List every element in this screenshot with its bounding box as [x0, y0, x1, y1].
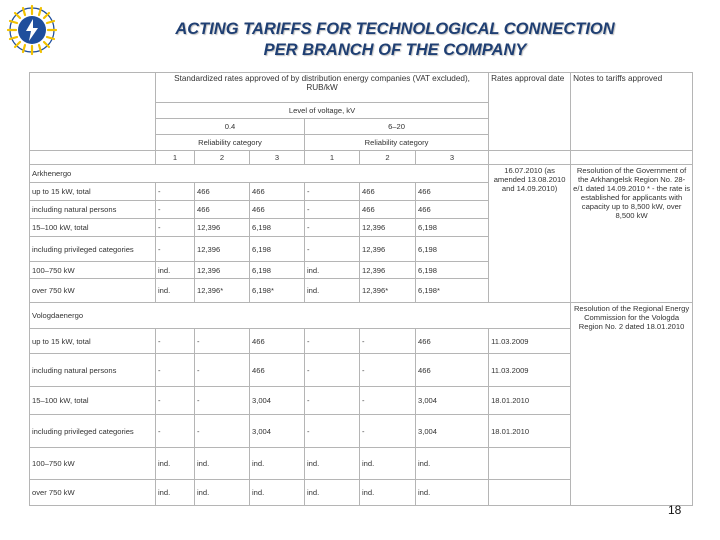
rate-cell: 12,396* — [360, 279, 416, 303]
rate-cell: - — [156, 354, 195, 387]
approval-date-cell — [489, 448, 571, 480]
rate-cell: 3,004 — [416, 415, 489, 448]
rate-cell: - — [156, 415, 195, 448]
branch-name-arkhenergo: Arkhenergo — [30, 165, 489, 183]
rate-cell: - — [195, 415, 250, 448]
rate-cell: 466 — [195, 201, 250, 219]
header-empty-cell — [30, 73, 156, 151]
row-label: over 750 kW — [30, 279, 156, 303]
tariff-table — [29, 72, 693, 506]
rate-cell: 466 — [416, 329, 489, 354]
arkhenergo-note: Resolution of the Government of the Arkhangelsk Region No. 28-e/1 dated 14.09.2010 * - the rate is established for applicants with capacity up to 8,500 kW, over 8,500 kW — [571, 165, 693, 303]
rate-cell: 466 — [416, 201, 489, 219]
category-number: 1 — [305, 151, 360, 165]
rate-cell: ind. — [416, 448, 489, 480]
header-standardized-rates: Standardized rates approved of by distribution energy companies (VAT excluded), RUB/kW — [156, 73, 489, 103]
rate-cell: ind. — [195, 448, 250, 480]
arkhenergo-approval-date: 16.07.2010 (as amended 13.08.2010 and 14.09.2010) — [489, 165, 571, 303]
rate-cell: - — [156, 237, 195, 262]
rate-cell: - — [156, 387, 195, 415]
row-label: up to 15 kW, total — [30, 183, 156, 201]
rate-cell: 6,198* — [416, 279, 489, 303]
rate-cell: - — [195, 387, 250, 415]
approval-date-cell: 11.03.2009 — [489, 354, 571, 387]
company-logo-icon — [6, 4, 58, 56]
rate-cell: 6,198 — [250, 219, 305, 237]
rate-cell: 6,198 — [250, 262, 305, 279]
rate-cell: - — [305, 415, 360, 448]
rate-cell: ind. — [156, 448, 195, 480]
row-label: up to 15 kW, total — [30, 329, 156, 354]
header-notes: Notes to tariffs approved — [571, 73, 693, 151]
approval-date-cell — [489, 480, 571, 506]
rate-cell: 466 — [416, 354, 489, 387]
rate-cell: - — [305, 387, 360, 415]
row-label: over 750 kW — [30, 480, 156, 506]
rate-cell: ind. — [156, 279, 195, 303]
row-label: 100–750 kW — [30, 262, 156, 279]
rate-cell: 12,396 — [195, 262, 250, 279]
rate-cell: 466 — [250, 183, 305, 201]
rate-cell: 6,198 — [416, 219, 489, 237]
approval-date-cell: 11.03.2009 — [489, 329, 571, 354]
category-number: 1 — [156, 151, 195, 165]
rate-cell: - — [360, 415, 416, 448]
rate-cell: 12,396 — [360, 219, 416, 237]
rate-cell: 12,396 — [360, 237, 416, 262]
title-line-2: PER BRANCH OF THE COMPANY — [263, 41, 527, 59]
rate-cell: ind. — [250, 448, 305, 480]
rate-cell: 6,198 — [416, 262, 489, 279]
rate-cell: 3,004 — [250, 415, 305, 448]
rate-cell: ind. — [156, 480, 195, 506]
header-approval-date: Rates approval date — [489, 73, 571, 151]
page-number: 18 — [668, 503, 682, 517]
category-number: 3 — [250, 151, 305, 165]
header-voltage-6-20: 6–20 — [305, 119, 489, 135]
rate-cell: - — [305, 329, 360, 354]
rate-cell: 3,004 — [250, 387, 305, 415]
category-number: 2 — [360, 151, 416, 165]
header-reliability-category-04: Reliability category — [156, 135, 305, 151]
rate-cell: 466 — [360, 183, 416, 201]
rate-cell: 3,004 — [416, 387, 489, 415]
category-number: 3 — [416, 151, 489, 165]
rate-cell: 12,396 — [195, 219, 250, 237]
rate-cell: 6,198* — [250, 279, 305, 303]
row-label: including natural persons — [30, 201, 156, 219]
approval-date-cell: 18.01.2010 — [489, 415, 571, 448]
rate-cell: - — [360, 387, 416, 415]
rate-cell: - — [305, 354, 360, 387]
rate-cell: 12,396 — [195, 237, 250, 262]
rate-cell: - — [305, 183, 360, 201]
category-row-label — [30, 151, 156, 165]
rate-cell: - — [360, 329, 416, 354]
title-line-1: ACTING TARIFFS FOR TECHNOLOGICAL CONNECTION — [175, 20, 615, 38]
rate-cell: 12,396 — [360, 262, 416, 279]
rate-cell: 466 — [250, 329, 305, 354]
branch-name-vologdaenergo: Vologdaenergo — [30, 303, 571, 329]
vologdaenergo-note: Resolution of the Regional Energy Commission for the Vologda Region No. 2 dated 18.01.2010 — [571, 303, 693, 506]
page-title — [90, 19, 700, 61]
rate-cell: ind. — [305, 279, 360, 303]
rate-cell: - — [156, 329, 195, 354]
rate-cell: ind. — [156, 262, 195, 279]
rate-cell: - — [305, 237, 360, 262]
rate-cell: - — [360, 354, 416, 387]
rate-cell: 6,198 — [250, 237, 305, 262]
rate-cell: ind. — [360, 480, 416, 506]
rate-cell: 466 — [416, 183, 489, 201]
rate-cell: - — [195, 329, 250, 354]
rate-cell: 12,396* — [195, 279, 250, 303]
header-voltage-level: Level of voltage, kV — [156, 103, 489, 119]
rate-cell: ind. — [305, 480, 360, 506]
row-label: 15–100 kW, total — [30, 387, 156, 415]
rate-cell: ind. — [305, 448, 360, 480]
rate-cell: 466 — [360, 201, 416, 219]
rate-cell: - — [156, 219, 195, 237]
header-voltage-04: 0.4 — [156, 119, 305, 135]
rate-cell: 466 — [195, 183, 250, 201]
rate-cell: ind. — [250, 480, 305, 506]
row-label: including natural persons — [30, 354, 156, 387]
row-label: including privileged categories — [30, 415, 156, 448]
rate-cell: ind. — [195, 480, 250, 506]
approval-date-cell: 18.01.2010 — [489, 387, 571, 415]
rate-cell: ind. — [305, 262, 360, 279]
rate-cell: 6,198 — [416, 237, 489, 262]
rate-cell: - — [156, 183, 195, 201]
header-reliability-category-6-20: Reliability category — [305, 135, 489, 151]
category-number: 2 — [195, 151, 250, 165]
rate-cell: ind. — [360, 448, 416, 480]
rate-cell: - — [195, 354, 250, 387]
rate-cell: - — [305, 201, 360, 219]
rate-cell: - — [156, 201, 195, 219]
rate-cell: - — [305, 219, 360, 237]
row-label: 15–100 kW, total — [30, 219, 156, 237]
row-label: including privileged categories — [30, 237, 156, 262]
row-label: 100–750 kW — [30, 448, 156, 480]
rate-cell: ind. — [416, 480, 489, 506]
rate-cell: 466 — [250, 201, 305, 219]
rate-cell: 466 — [250, 354, 305, 387]
